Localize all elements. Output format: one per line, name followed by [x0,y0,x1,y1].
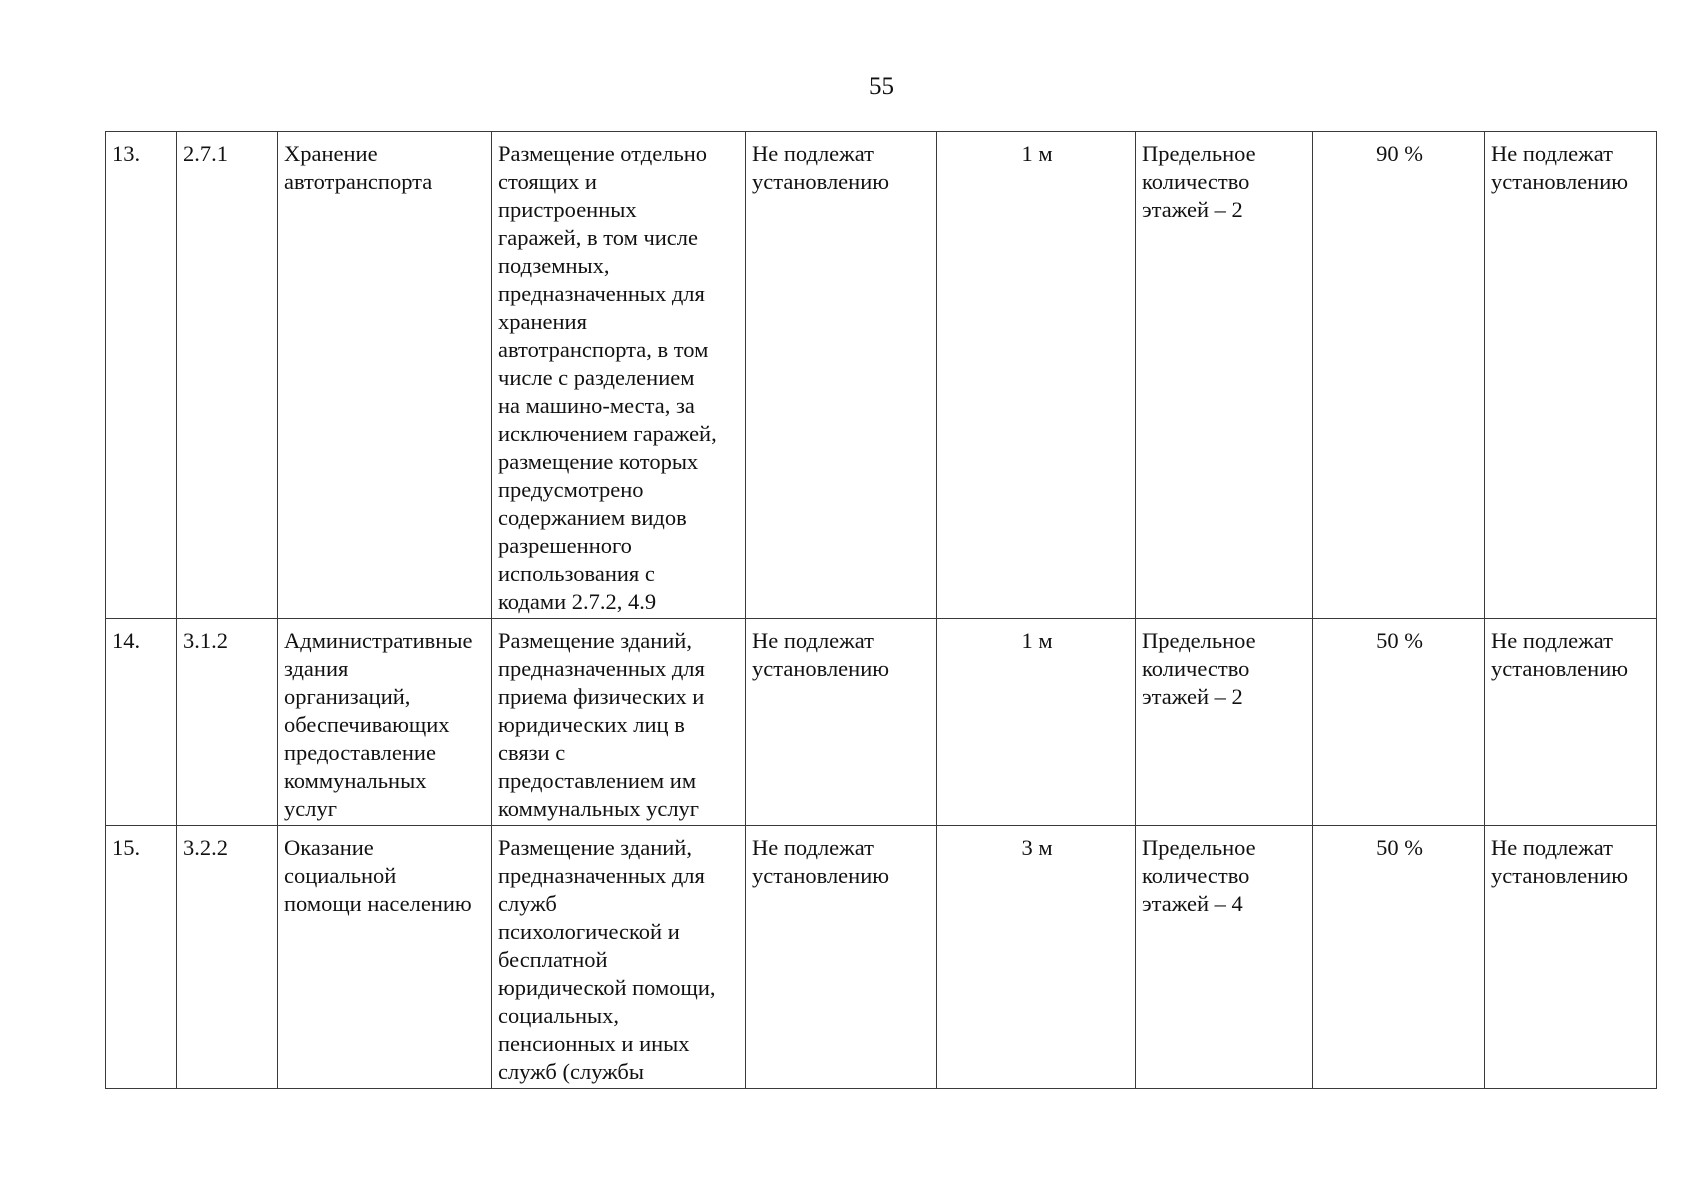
max-floors: Предельное количество этажей – 2 [1136,619,1313,826]
min-indent: 1 м [937,132,1136,619]
use-description: Размещение отдельно стоящих и пристроенных гаражей, в том числе подземных, предназначенных для хранения автотранспорта, в том числе с разделением на машино-места, за исключением гаражей, размещение которых предусмотрено содержанием видов разрешенного использования с кодами 2.7.2, 4.9 [492,132,746,619]
table-row [106,132,1657,619]
max-floors: Предельное количество этажей – 4 [1136,826,1313,1089]
table-row [106,619,1657,826]
other-params: Не подлежат установлению [1485,132,1657,619]
min-max-area: Не подлежат установлению [746,826,937,1089]
use-description: Размещение зданий, предназначенных для приема физических и юридических лиц в связи с предоставлением им коммунальных услуг [492,619,746,826]
max-coverage: 90 % [1313,132,1485,619]
row-number: 14. [106,619,177,826]
page-number: 55 [869,73,894,100]
use-name: Хранение автотранспорта [278,132,492,619]
use-code: 2.7.1 [177,132,278,619]
min-max-area: Не подлежат установлению [746,619,937,826]
land-use-table [105,131,1657,1089]
max-coverage: 50 % [1313,619,1485,826]
table-row [106,826,1657,1089]
use-name: Административные здания организаций, обеспечивающих предоставление коммунальных услуг [278,619,492,826]
min-indent: 3 м [937,826,1136,1089]
row-number: 15. [106,826,177,1089]
max-floors: Предельное количество этажей – 2 [1136,132,1313,619]
row-number: 13. [106,132,177,619]
other-params: Не подлежат установлению [1485,826,1657,1089]
max-coverage: 50 % [1313,826,1485,1089]
use-name: Оказание социальной помощи населению [278,826,492,1089]
other-params: Не подлежат установлению [1485,619,1657,826]
min-indent: 1 м [937,619,1136,826]
use-code: 3.1.2 [177,619,278,826]
min-max-area: Не подлежат установлению [746,132,937,619]
use-code: 3.2.2 [177,826,278,1089]
use-description: Размещение зданий, предназначенных для служб психологической и бесплатной юридической помощи, социальных, пенсионных и иных служб (службы [492,826,746,1089]
